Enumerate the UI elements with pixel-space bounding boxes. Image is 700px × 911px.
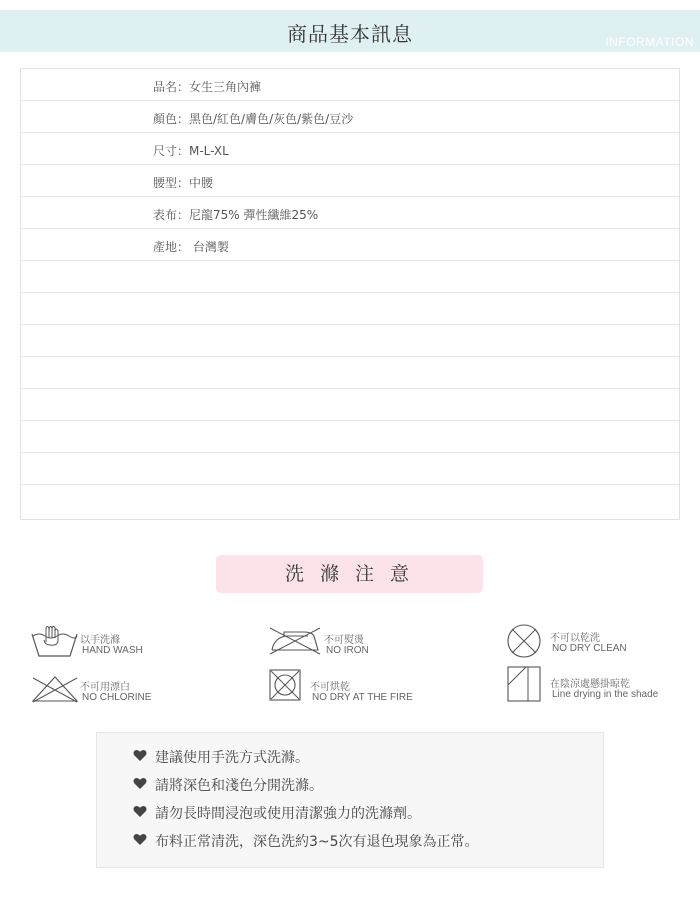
- care-label-zh: 以手洗滌: [80, 635, 120, 646]
- care-hand-wash: [30, 622, 230, 662]
- info-row-waist: [21, 165, 679, 197]
- info-row-origin: [21, 229, 679, 261]
- care-label-zh: 不可用漂白: [80, 682, 130, 693]
- info-row-empty: [21, 293, 679, 325]
- care-no-iron: [268, 626, 468, 662]
- note-text: 請勿長時間浸泡或使用清潔強力的洗滌劑。: [155, 806, 421, 822]
- page-subtitle: INFORMATION: [605, 35, 694, 49]
- care-label-en: Line drying in the shade: [552, 689, 659, 700]
- info-row-empty: [21, 261, 679, 293]
- no-iron-icon: [268, 626, 322, 656]
- care-no-chlorine: [30, 674, 230, 708]
- info-text: 品名：女生三角內褲: [153, 80, 262, 94]
- info-row-color: [21, 101, 679, 133]
- no-tumble-dry-icon: [268, 668, 302, 702]
- care-label-zh: 不可烘乾: [310, 682, 350, 693]
- info-row-empty: [21, 421, 679, 453]
- no-chlorine-icon: [30, 674, 80, 704]
- care-label-zh: 在陰涼處懸掛晾乾: [550, 679, 630, 690]
- info-text: 尺寸：M-L-XL: [153, 144, 229, 158]
- info-row-empty: [21, 357, 679, 389]
- care-line-dry-shade: [506, 665, 696, 705]
- info-text: 產地： 台灣製: [153, 240, 229, 254]
- care-label-en: NO CHLORINE: [82, 692, 152, 703]
- care-label-en: NO DRY CLEAN: [552, 643, 627, 654]
- care-label-en: NO DRY AT THE FIRE: [312, 692, 413, 703]
- wash-section-title: 洗 滌 注 意: [216, 555, 483, 593]
- info-row-size: [21, 133, 679, 165]
- info-row-empty: [21, 453, 679, 485]
- heart-icon: [133, 805, 147, 818]
- info-text: 顏色：黑色/紅色/膚色/灰色/紫色/豆沙: [153, 112, 354, 126]
- info-row-empty: [21, 389, 679, 421]
- info-row-fabric: [21, 197, 679, 229]
- note-text: 請將深色和淺色分開洗滌。: [155, 778, 323, 794]
- care-label-en: NO IRON: [326, 645, 369, 656]
- care-label-zh: 不可熨燙: [324, 635, 364, 646]
- header-banner: [0, 10, 700, 52]
- note-text: 布料正常清洗，深色洗約3~5次有退色現象為正常。: [155, 834, 479, 850]
- info-text: 表布：尼龍75% 彈性纖維25%: [153, 208, 319, 222]
- page-title: 商品基本訊息: [287, 22, 413, 46]
- hand-wash-icon: [30, 622, 78, 660]
- wash-notes-box: [96, 732, 604, 868]
- product-info-table: [20, 68, 680, 520]
- care-label-en: HAND WASH: [82, 645, 143, 656]
- care-label-zh: 不可以乾洗: [550, 633, 600, 644]
- heart-icon: [133, 749, 147, 762]
- no-dry-clean-icon: [506, 623, 542, 659]
- info-row-empty: [21, 485, 679, 517]
- note-text: 建議使用手洗方式洗滌。: [155, 750, 309, 766]
- info-row-empty: [21, 325, 679, 357]
- care-no-dry-clean: [506, 623, 696, 659]
- heart-icon: [133, 833, 147, 846]
- line-dry-shade-icon: [506, 665, 542, 703]
- info-text: 腰型：中腰: [153, 176, 214, 190]
- heart-icon: [133, 777, 147, 790]
- care-no-tumble-dry: [268, 668, 468, 704]
- info-row-name: [21, 69, 679, 101]
